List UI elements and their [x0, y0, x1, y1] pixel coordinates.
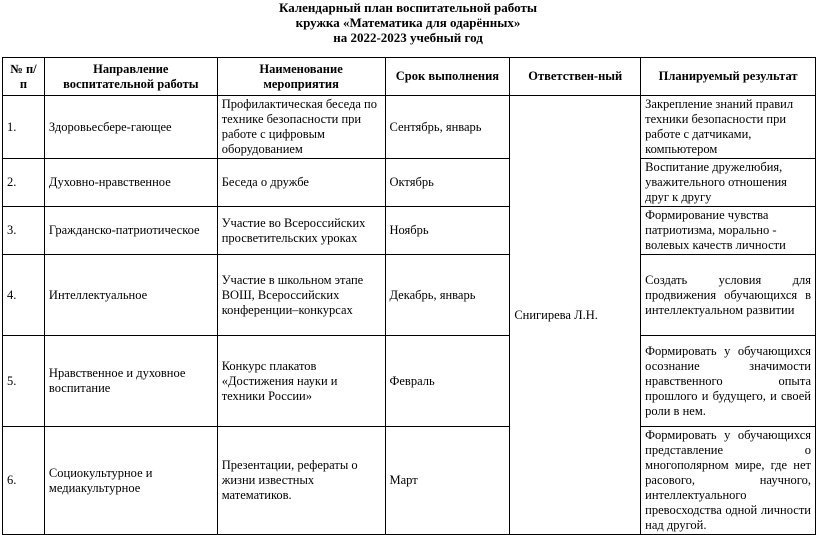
responsible-cell: Снигирева Л.Н.: [510, 96, 641, 535]
row-result: Воспитание дружелюбия, уважительного отношения друг к другу: [641, 159, 816, 207]
row-term: Март: [385, 427, 510, 535]
row-num: 6.: [3, 427, 45, 535]
row-event: Конкурс плакатов «Достижения науки и техники России»: [217, 336, 385, 427]
row-event: Участие в школьном этапе ВОШ, Всероссийских конференции–конкурсах: [217, 255, 385, 336]
header-term: Срок выполнения: [385, 58, 510, 96]
row-result: Формирование чувства патриотизма, морально - волевых качеств личности: [641, 207, 816, 255]
row-direction: Социокультурное и медиакультурное: [44, 427, 217, 535]
row-num: 3.: [3, 207, 45, 255]
row-term: Ноябрь: [385, 207, 510, 255]
title-line-3: на 2022-2023 учебный год: [333, 30, 483, 45]
row-event: Презентации, рефераты о жизни известных математиков.: [217, 427, 385, 535]
row-term: Декабрь, январь: [385, 255, 510, 336]
row-result: Создать условия для продвижения обучающихся в интеллектуальном развитии: [641, 255, 816, 336]
row-num: 4.: [3, 255, 45, 336]
table-row: [3, 336, 816, 427]
title-line-1: Календарный план воспитательной работы: [278, 0, 537, 15]
row-result: Закрепление знаний правил техники безопасности при работе с датчиками, компьютером: [641, 96, 816, 159]
row-direction: Гражданско-патриотическое: [44, 207, 217, 255]
table-row: [3, 96, 816, 159]
row-direction: Интеллектуальное: [44, 255, 217, 336]
row-term: Октябрь: [385, 159, 510, 207]
table-row: [3, 159, 816, 207]
title-line-2: кружка «Математика для одарённых»: [295, 15, 521, 30]
row-direction: Духовно-нравственное: [44, 159, 217, 207]
header-result: Планируемый результат: [641, 58, 816, 96]
header-event: Наименование мероприятия: [217, 58, 385, 96]
row-term: Февраль: [385, 336, 510, 427]
row-num: 1.: [3, 96, 45, 159]
table-row: [3, 207, 816, 255]
table-row: [3, 427, 816, 535]
table-row: [3, 255, 816, 336]
header-row: [3, 58, 816, 96]
row-result: Формировать у обучающихся представление о многополярном мире, где нет расового, научного, интеллектуального превосходства одной личности над другой.: [641, 427, 816, 535]
row-result: Формировать у обучающихся осознание значимости нравственного опыта прошлого и будущего, и своей роли в нем.: [641, 336, 816, 427]
row-num: 5.: [3, 336, 45, 427]
header-responsible: Ответствен-ный: [510, 58, 641, 96]
document-title: [0, 0, 816, 45]
row-num: 2.: [3, 159, 45, 207]
row-event: Профилактическая беседа по технике безопасности при работе с цифровым оборудованием: [217, 96, 385, 159]
row-direction: Нравственное и духовное воспитание: [44, 336, 217, 427]
row-term: Сентябрь, январь: [385, 96, 510, 159]
row-event: Участие во Всероссийских просветительских уроках: [217, 207, 385, 255]
row-event: Беседа о дружбе: [217, 159, 385, 207]
plan-table: [2, 57, 816, 535]
row-direction: Здоровьесбере-гающее: [44, 96, 217, 159]
header-num: № п/п: [3, 58, 45, 96]
header-direction: Направление воспитательной работы: [44, 58, 217, 96]
